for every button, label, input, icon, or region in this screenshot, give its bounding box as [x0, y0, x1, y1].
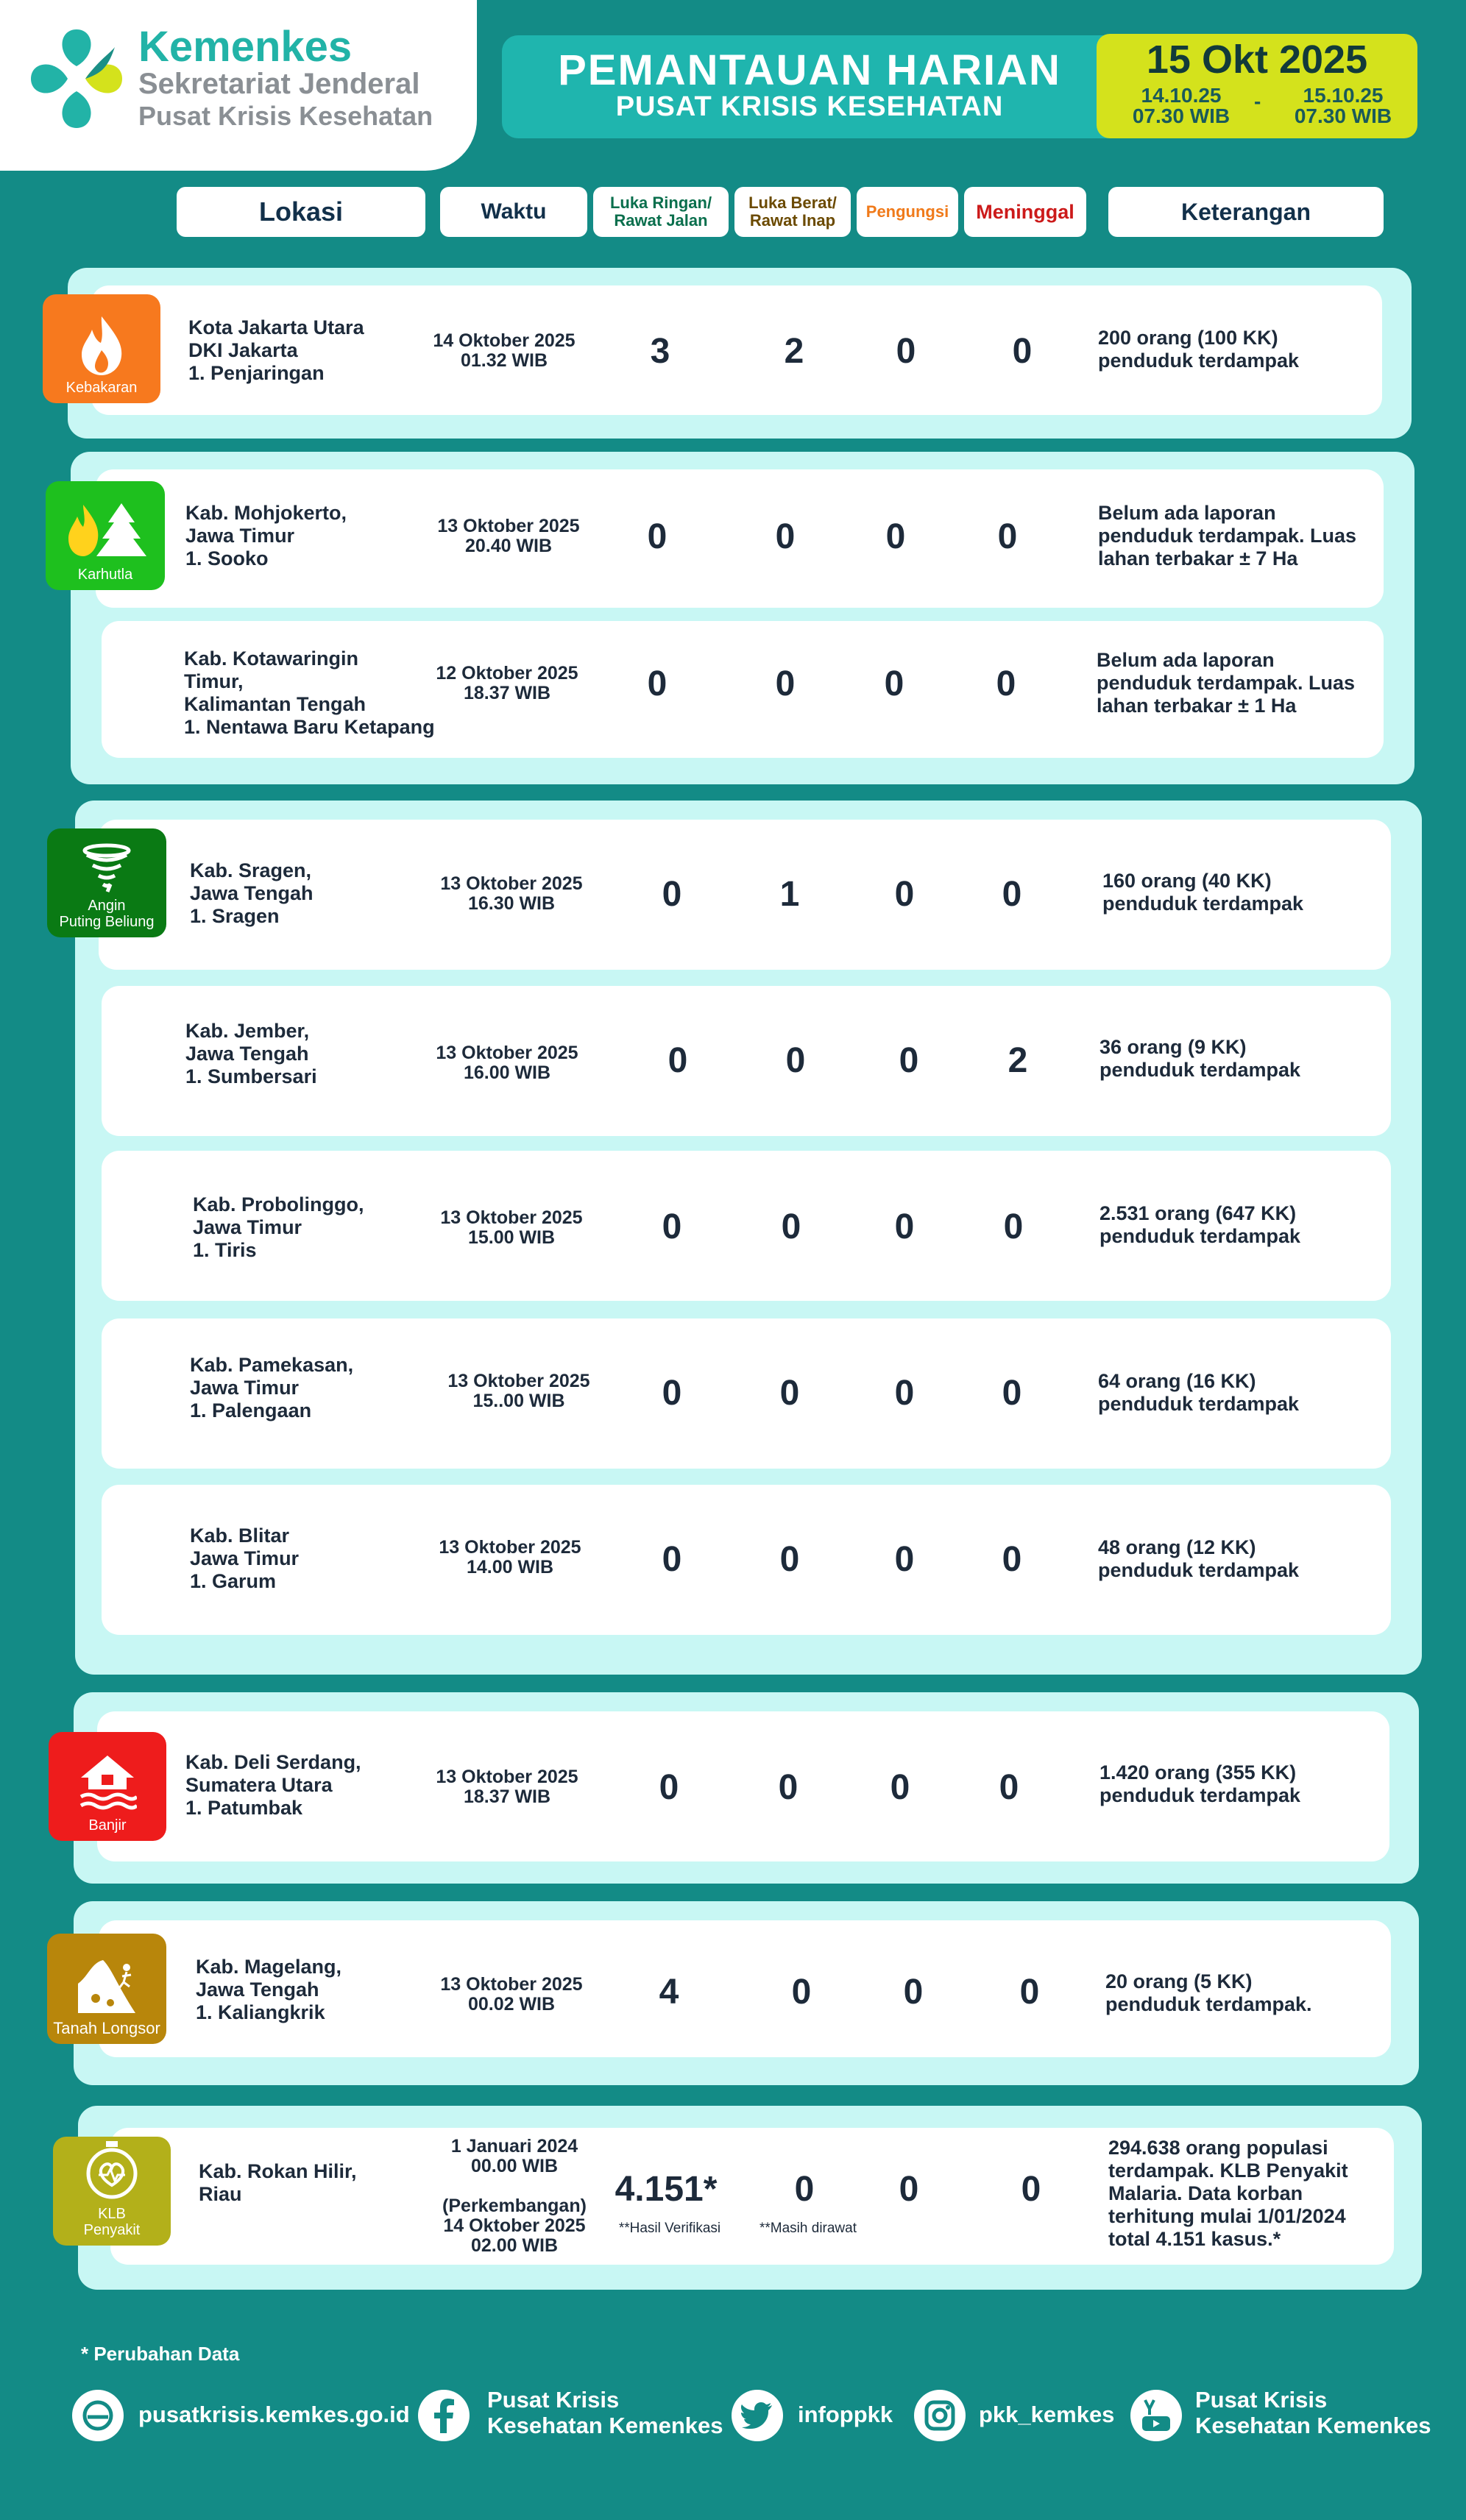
range-separator: -	[1254, 90, 1261, 113]
row-pengungsi: 0	[899, 1041, 919, 1080]
row-keterangan: 200 orang (100 KK) penduduk terdampak	[1098, 327, 1300, 372]
row-keterangan: 48 orang (12 KK) penduduk terdampak	[1098, 1536, 1300, 1581]
footer-note: * Perubahan Data	[81, 2343, 240, 2365]
row-lokasi: Kab. Rokan Hilir, Riau	[199, 2160, 357, 2205]
row-pengungsi: 0	[894, 875, 915, 914]
badge-longsor	[47, 1934, 166, 2044]
row-luka-berat: 0	[778, 1768, 798, 1807]
fire-icon	[76, 313, 127, 377]
row-keterangan: 20 orang (5 KK) penduduk terdampak.	[1105, 1970, 1312, 2015]
page-title: PEMANTAUAN HARIAN	[558, 46, 1061, 94]
note-masih-dirawat: **Masih dirawat	[759, 2221, 857, 2236]
row-meninggal: 0	[999, 1768, 1019, 1807]
row-luka-ringan: 3	[650, 332, 670, 371]
row-luka-ringan: 0	[662, 1540, 682, 1579]
row-lokasi: Kab. Jember, Jawa Tengah 1. Sumbersari	[185, 1020, 317, 1087]
row-pengungsi: 0	[890, 1768, 910, 1807]
footer-youtube-link[interactable]: Pusat Krisis Kesehatan Kemenkes	[1195, 2387, 1431, 2438]
row-luka-berat: 0	[781, 1207, 801, 1246]
row-meninggal: 0	[1003, 1207, 1024, 1246]
col-header-meninggal: Meninggal	[964, 187, 1086, 237]
badge-klb	[53, 2137, 171, 2246]
row-pengungsi: 0	[903, 1973, 924, 2012]
badge-banjir	[49, 1732, 166, 1841]
row-lokasi: Kab. Blitar Jawa Timur 1. Garum	[190, 1525, 300, 1592]
row-waktu: 13 Oktober 2025 16.30 WIB	[440, 873, 583, 914]
row-lokasi: Kab. Mohjokerto, Jawa Timur 1. Sooko	[185, 502, 347, 569]
row-keterangan: 36 orang (9 KK) penduduk terdampak	[1100, 1036, 1301, 1081]
range-end-date: 15.10.25	[1303, 84, 1384, 107]
row-meninggal: 0	[1002, 875, 1022, 914]
landslide-icon	[74, 1954, 140, 2017]
range-end	[1273, 85, 1413, 127]
row-luka-ringan: 0	[647, 664, 668, 703]
row-waktu: 13 Oktober 2025 15..00 WIB	[447, 1371, 590, 1411]
range-end-time: 07.30 WIB	[1294, 104, 1392, 127]
badge-kebakaran	[43, 294, 160, 403]
row-luka-berat: 0	[785, 1041, 806, 1080]
col-header-luka-ringan: Luka Ringan/ Rawat Jalan	[593, 187, 729, 237]
row-meninggal: 0	[1002, 1374, 1022, 1413]
row-lokasi: Kab. Kotawaringin Timur, Kalimantan Tengah 1. Nentawa Baru Ketapang	[184, 647, 435, 738]
badge-label: KLB Penyakit	[83, 2206, 141, 2238]
row-waktu: 13 Oktober 2025 18.37 WIB	[436, 1767, 578, 1807]
row-waktu: 13 Oktober 2025 20.40 WIB	[437, 516, 580, 556]
badge-label: Tanah Longsor	[53, 2019, 160, 2037]
row-keterangan: 1.420 orang (355 KK) penduduk terdampak	[1100, 1761, 1301, 1806]
row-luka-berat: 2	[784, 332, 804, 371]
row-waktu: 13 Oktober 2025 14.00 WIB	[439, 1537, 581, 1577]
col-header-lokasi: Lokasi	[177, 187, 425, 237]
badge-angin	[47, 828, 166, 937]
row-waktu: 1 Januari 2024 00.00 WIB (Perkembangan) 14 Oktober 2025 02.00 WIB	[442, 2136, 587, 2256]
row-meninggal: 0	[996, 664, 1016, 703]
row-lokasi: Kab. Probolinggo, Jawa Timur 1. Tiris	[193, 1193, 364, 1261]
footer-facebook-link[interactable]: Pusat Krisis Kesehatan Kemenkes	[487, 2387, 723, 2438]
row-lokasi: Kota Jakarta Utara DKI Jakarta 1. Penjaringan	[188, 316, 364, 384]
brand-subtitle-1: Sekretariat Jenderal	[138, 68, 420, 100]
row-keterangan: 64 orang (16 KK) penduduk terdampak	[1098, 1370, 1300, 1415]
row-luka-berat: 0	[791, 1973, 812, 2012]
row-lokasi: Kab. Sragen, Jawa Tengah 1. Sragen	[190, 859, 314, 927]
row-pengungsi: 0	[894, 1207, 915, 1246]
note-hasil-verifikasi: **Hasil Verifikasi	[618, 2221, 721, 2236]
row-waktu: 13 Oktober 2025 15.00 WIB	[440, 1207, 583, 1248]
row-keterangan: Belum ada laporan penduduk terdampak. Luas lahan terbakar ± 7 Ha	[1098, 502, 1357, 569]
twitter-icon	[732, 2390, 783, 2441]
row-pengungsi: 0	[894, 1540, 915, 1579]
row-keterangan: 294.638 orang populasi terdampak. KLB Penyakit Malaria. Data korban terhitung mulai 1/01/2024 total 4.151 kasus.*	[1108, 2137, 1348, 2250]
row-meninggal: 0	[1021, 2170, 1041, 2209]
row-luka-berat: 1	[779, 875, 800, 914]
row-meninggal: 0	[1012, 332, 1033, 371]
footer-twitter-link[interactable]: infoppkk	[798, 2402, 893, 2427]
kemenkes-logo-icon	[26, 25, 127, 132]
row-waktu: 13 Oktober 2025 16.00 WIB	[436, 1043, 578, 1083]
forest-fire-icon	[61, 500, 149, 564]
badge-label: Angin Puting Beliung	[59, 898, 155, 930]
badge-label: Banjir	[88, 1817, 127, 1834]
row-meninggal: 2	[1008, 1041, 1028, 1080]
row-pengungsi: 0	[899, 2170, 919, 2209]
facebook-icon	[418, 2390, 470, 2441]
row-waktu: 14 Oktober 2025 01.32 WIB	[433, 330, 576, 371]
flood-house-icon	[78, 1753, 137, 1814]
tornado-icon	[81, 843, 132, 895]
row-luka-berat: 0	[775, 664, 796, 703]
row-keterangan: 160 orang (40 KK) penduduk terdampak	[1102, 870, 1304, 915]
col-header-waktu: Waktu	[440, 187, 587, 237]
footer-instagram-link[interactable]: pkk_kemkes	[979, 2402, 1115, 2427]
row-keterangan: Belum ada laporan penduduk terdampak. Luas lahan terbakar ± 1 Ha	[1097, 649, 1356, 717]
row-lokasi: Kab. Deli Serdang, Sumatera Utara 1. Patumbak	[185, 1751, 361, 1819]
row-luka-ringan: 0	[668, 1041, 688, 1080]
row-pengungsi: 0	[885, 517, 906, 556]
row-waktu: 12 Oktober 2025 18.37 WIB	[436, 663, 578, 703]
row-keterangan: 2.531 orang (647 KK) penduduk terdampak	[1100, 1202, 1301, 1247]
row-pengungsi: 0	[884, 664, 904, 703]
row-luka-ringan: 0	[662, 875, 682, 914]
row-lokasi: Kab. Magelang, Jawa Tengah 1. Kaliangkrik	[196, 1956, 342, 2023]
row-luka-ringan: 0	[647, 517, 668, 556]
brand-title: Kemenkes	[138, 23, 353, 71]
row-luka-berat: 0	[775, 517, 796, 556]
row-meninggal: 0	[1019, 1973, 1040, 2012]
row-pengungsi: 0	[894, 1374, 915, 1413]
row-luka-berat: 0	[794, 2170, 815, 2209]
row-luka-berat: 0	[779, 1540, 800, 1579]
col-header-keterangan: Keterangan	[1108, 187, 1384, 237]
page-subtitle: PUSAT KRISIS KESEHATAN	[615, 91, 1004, 122]
col-header-luka-berat: Luka Berat/ Rawat Inap	[734, 187, 851, 237]
row-luka-ringan: 4	[659, 1973, 679, 2012]
web-icon	[72, 2390, 124, 2441]
row-luka-ringan: 4.151*	[615, 2170, 718, 2209]
youtube-icon	[1130, 2390, 1182, 2441]
row-luka-ringan: 0	[659, 1768, 679, 1807]
row-lokasi: Kab. Pamekasan, Jawa Timur 1. Palengaan	[190, 1354, 354, 1422]
range-start-time: 07.30 WIB	[1132, 104, 1230, 127]
instagram-icon	[914, 2390, 966, 2441]
stopwatch-heart-icon	[82, 2140, 141, 2203]
col-header-pengungsi: Pengungsi	[857, 187, 958, 237]
range-start-date: 14.10.25	[1141, 84, 1222, 107]
row-meninggal: 0	[997, 517, 1018, 556]
row-luka-ringan: 0	[662, 1207, 682, 1246]
badge-label: Karhutla	[77, 567, 133, 583]
report-date: 15 Okt 2025	[1146, 38, 1368, 82]
badge-karhutla	[46, 481, 165, 590]
row-luka-ringan: 0	[662, 1374, 682, 1413]
range-start	[1111, 85, 1251, 127]
badge-label: Kebakaran	[65, 380, 138, 396]
row-luka-berat: 0	[779, 1374, 800, 1413]
row-meninggal: 0	[1002, 1540, 1022, 1579]
row-pengungsi: 0	[896, 332, 916, 371]
brand-subtitle-2: Pusat Krisis Kesehatan	[138, 101, 433, 131]
row-waktu: 13 Oktober 2025 00.02 WIB	[440, 1974, 583, 2015]
footer-website-link[interactable]: pusatkrisis.kemkes.go.id	[138, 2402, 410, 2427]
